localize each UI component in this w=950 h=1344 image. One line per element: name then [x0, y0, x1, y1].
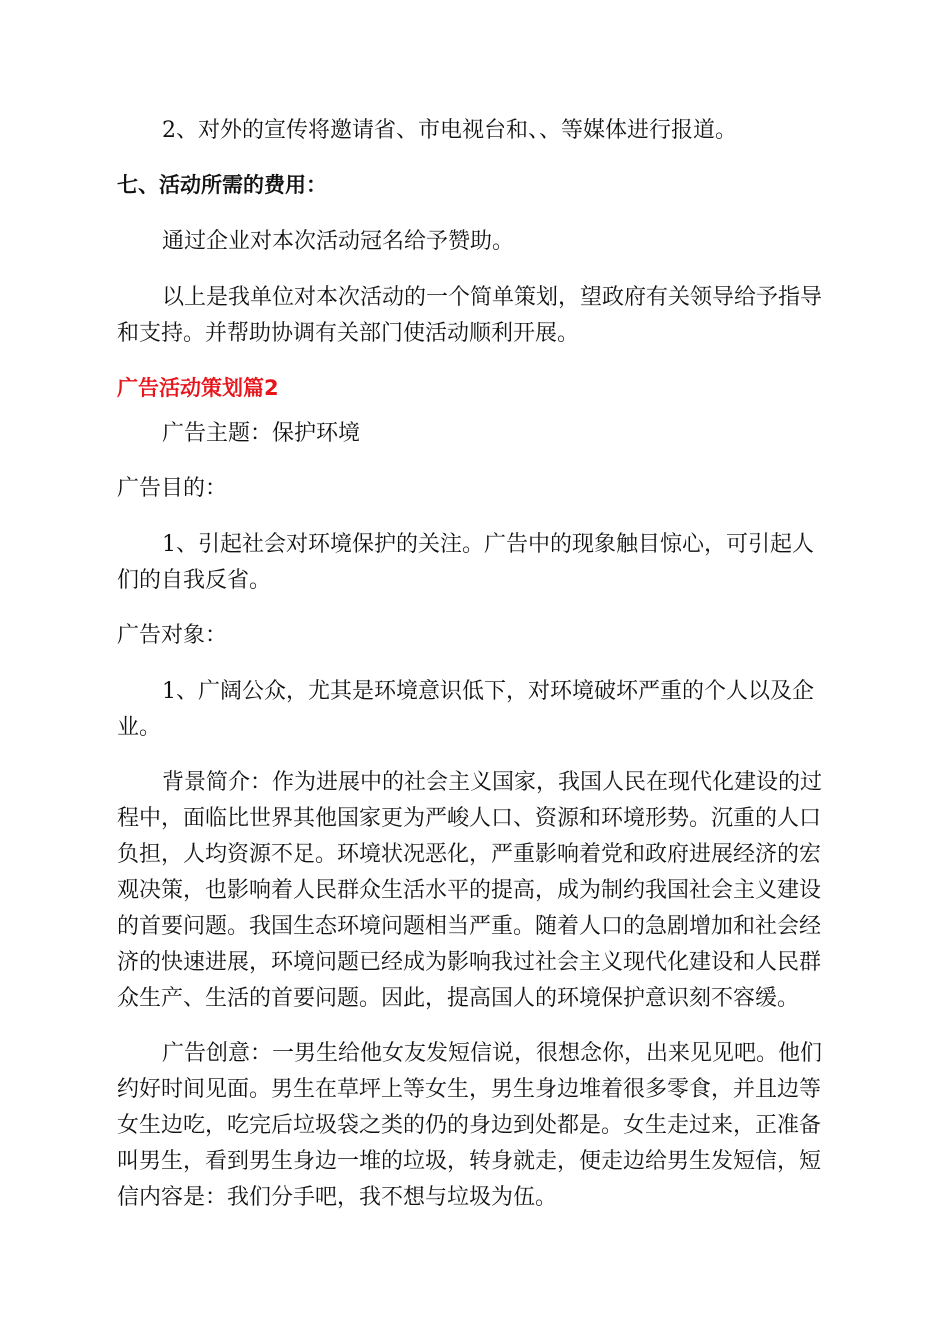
- background-line3: 负担，人均资源不足。环境状况恶化，严重影响着党和政府进展经济的宏: [117, 842, 822, 867]
- section-title-ad-plan-2: 广告活动策划篇2: [117, 376, 279, 400]
- background-line5: 的首要问题。我国生态环境问题相当严重。随着人口的急剧增加和社会经: [117, 914, 822, 939]
- paragraph-media-publicity: 2、对外的宣传将邀请省、市电视台和、、等媒体进行报道。: [162, 118, 737, 143]
- ad-target-line1: 1、广阔公众，尤其是环境意识低下，对环境破坏严重的个人以及企: [162, 679, 814, 704]
- ad-target-label: 广告对象：: [117, 623, 228, 648]
- creative-line4: 叫男生，看到男生身边一堆的垃圾，转身就走，便走边给男生发短信，短: [117, 1149, 822, 1174]
- heading-activity-cost: 七、活动所需的费用：: [117, 173, 327, 197]
- paragraph-conclusion-line1: 以上是我单位对本次活动的一个简单策划，望政府有关领导给予指导: [162, 285, 823, 310]
- background-line4: 观决策，也影响着人民群众生活水平的提高，成为制约我国社会主义建设: [117, 878, 822, 903]
- background-line1: 背景简介：作为进展中的社会主义国家，我国人民在现代化建设的过: [162, 770, 823, 795]
- ad-target-line2: 业。: [117, 715, 162, 740]
- paragraph-sponsorship: 通过企业对本次活动冠名给予赞助。: [162, 229, 515, 254]
- ad-theme: 广告主题：保护环境: [162, 421, 361, 446]
- ad-purpose-line2: 们的自我反省。: [117, 568, 272, 593]
- creative-line3: 女生边吃，吃完后垃圾袋之类的仍的身边到处都是。女生走过来，正准备: [117, 1113, 822, 1138]
- background-line2: 程中，面临比世界其他国家更为严峻人口、资源和环境形势。沉重的人口: [117, 806, 822, 831]
- ad-purpose-line1: 1、引起社会对环境保护的关注。广告中的现象触目惊心，可引起人: [162, 532, 814, 557]
- creative-line2: 约好时间见面。男生在草坪上等女生，男生身边堆着很多零食，并且边等: [117, 1077, 822, 1102]
- ad-purpose-label: 广告目的：: [117, 476, 228, 501]
- background-line6: 济的快速进展，环境问题已经成为影响我过社会主义现代化建设和人民群: [117, 950, 822, 975]
- background-line7: 众生产、生活的首要问题。因此，提高国人的环境保护意识刻不容缓。: [117, 986, 800, 1011]
- creative-line5: 信内容是：我们分手吧，我不想与垃圾为伍。: [117, 1185, 558, 1210]
- creative-line1: 广告创意：一男生给他女友发短信说，很想念你，出来见见吧。他们: [162, 1041, 823, 1066]
- paragraph-conclusion-line2: 和支持。并帮助协调有关部门使活动顺利开展。: [117, 321, 580, 346]
